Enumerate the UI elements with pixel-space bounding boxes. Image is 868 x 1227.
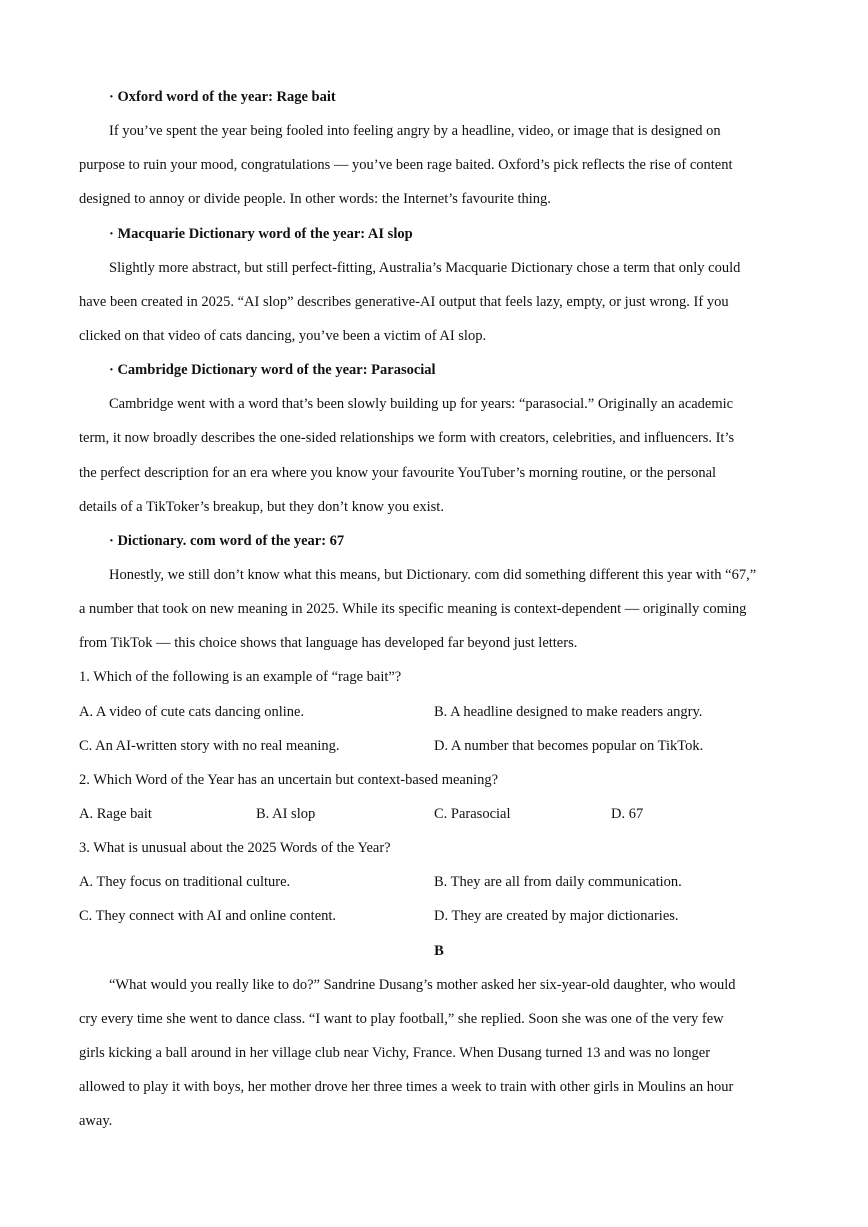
- question-3-option-b: B. They are all from daily communication.: [434, 874, 682, 891]
- question-2-option-b: B. AI slop: [256, 805, 316, 822]
- question-2-options-row: [79, 797, 799, 831]
- question-3-option-d: D. They are created by major dictionaries.: [434, 908, 679, 925]
- question-2-option-d: D. 67: [611, 805, 644, 822]
- paragraph-line: allowed to play it with boys, her mother drove her three times a week to train with other girls in Moulins an hour: [79, 1079, 734, 1096]
- paragraph-line: the perfect description for an era where you know your favourite YouTuber’s morning routine, or the personal: [79, 464, 717, 481]
- question-1-option-b: B. A headline designed to make readers angry.: [434, 703, 703, 720]
- question-stem-3: 3. What is unusual about the 2025 Words of the Year?: [79, 840, 391, 857]
- paragraph-line: cry every time she went to dance class. “I want to play football,” she replied. Soon she was one of the very few: [79, 1010, 724, 1027]
- question-1-options-row-2: [79, 729, 799, 763]
- paragraph-line: designed to annoy or divide people. In other words: the Internet’s favourite thing.: [79, 191, 551, 208]
- paragraph-line: girls kicking a ball around in her village club near Vichy, France. When Dusang turned 13 and was no longer: [79, 1044, 711, 1061]
- question-stem-2: 2. Which Word of the Year has an uncertain but context-based meaning?: [79, 771, 499, 788]
- paragraph-line: Slightly more abstract, but still perfect-fitting, Australia’s Macquarie Dictionary chose a term that only could: [109, 259, 741, 276]
- paragraph-line: If you’ve spent the year being fooled into feeling angry by a headline, video, or image that is designed on: [109, 123, 721, 140]
- passage-b-label: B: [434, 942, 444, 959]
- question-1-options-row-1: [79, 695, 799, 729]
- question-1-option-d: D. A number that becomes popular on TikTok.: [434, 737, 704, 754]
- question-3-option-a: A. They focus on traditional culture.: [79, 874, 291, 891]
- question-3-options-row-2: [79, 899, 799, 933]
- paragraph-line: “What would you really like to do?” Sandrine Dusang’s mother asked her six-year-old daughter, who would: [109, 976, 736, 993]
- question-3-options-row-1: [79, 865, 799, 899]
- paragraph-line: clicked on that video of cats dancing, you’ve been a victim of AI slop.: [79, 327, 487, 344]
- paragraph-line: Honestly, we still don’t know what this means, but Dictionary. com did something different this year with “67,”: [109, 566, 757, 583]
- paragraph-line: purpose to ruin your mood, congratulations — you’ve been rage baited. Oxford’s pick reflects the rise of content: [79, 157, 733, 174]
- paragraph-line: term, it now broadly describes the one-sided relationships we form with creators, celebrities, and influencers. It’s: [79, 430, 735, 447]
- question-1-option-a: A. A video of cute cats dancing online.: [79, 703, 305, 720]
- section-heading-cambridge: · Cambridge Dictionary word of the year: Parasocial: [109, 362, 436, 379]
- section-heading-macquarie: · Macquarie Dictionary word of the year: AI slop: [109, 225, 413, 242]
- document-page: [79, 80, 799, 1138]
- question-1-option-c: C. An AI-written story with no real meaning.: [79, 737, 340, 754]
- paragraph-line: away.: [79, 1113, 113, 1130]
- paragraph-line: details of a TikToker’s breakup, but they don’t know you exist.: [79, 498, 444, 515]
- question-stem-1: 1. Which of the following is an example of “rage bait”?: [79, 669, 402, 686]
- paragraph-line: a number that took on new meaning in 2025. While its specific meaning is context-dependent — originally coming: [79, 601, 747, 618]
- paragraph-line: have been created in 2025. “AI slop” describes generative-AI output that feels lazy, empty, or just wrong. If you: [79, 293, 729, 310]
- question-3-option-c: C. They connect with AI and online content.: [79, 908, 337, 925]
- paragraph-line: Cambridge went with a word that’s been slowly building up for years: “parasocial.” Originally an academic: [109, 396, 734, 413]
- question-2-option-c: C. Parasocial: [434, 805, 511, 822]
- question-2-option-a: A. Rage bait: [79, 805, 152, 822]
- section-heading-dictionary-com: · Dictionary. com word of the year: 67: [109, 532, 345, 549]
- paragraph-line: from TikTok — this choice shows that language has developed far beyond just letters.: [79, 635, 578, 652]
- section-heading-oxford: · Oxford word of the year: Rage bait: [109, 89, 336, 105]
